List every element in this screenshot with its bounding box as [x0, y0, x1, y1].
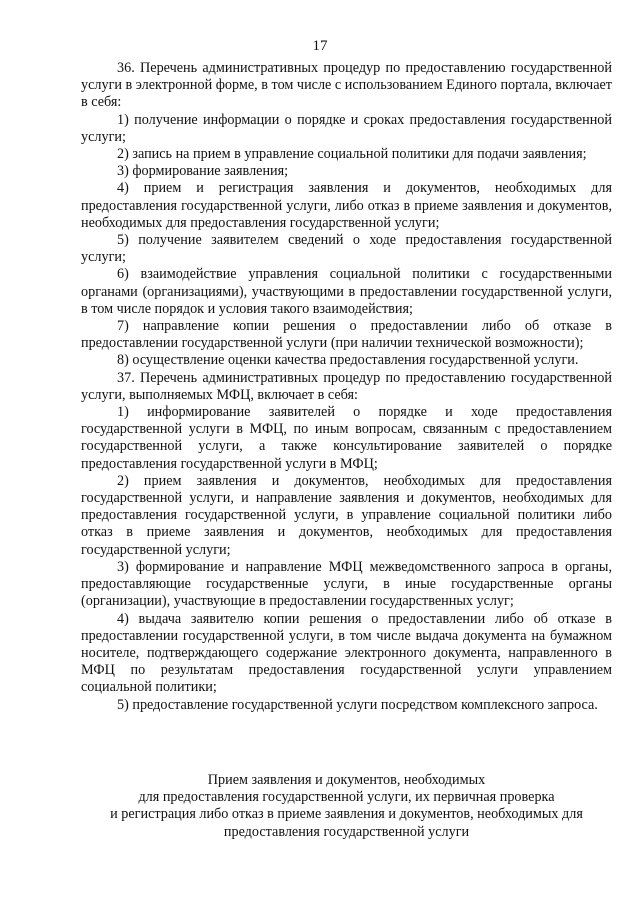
paragraph-36-intro: 36. Перечень административных процедур по предоставлению государственной услуги в электронной форме, в том числе с использованием Единого портала, включает в себя: — [81, 60, 612, 111]
list-item-36-3: 3) формирование заявления; — [117, 163, 289, 180]
section-heading-line: предоставления государственной услуги — [223, 823, 470, 840]
list-item-37-1: 1) информирование заявителей о порядке и ходе предоставления государственной услуги в МФЦ, по иным вопросам, связанным с предоставлением государственной услуги, а также консультирование заявителей о порядке предоставления государственной услуги в МФЦ; — [81, 404, 612, 472]
list-item-36-6: 6) взаимодействие управления социальной политики с государственными органами (организациями), участвующими в предоставлении государственной услуги, в том числе порядок и условия такого взаимодействия; — [81, 266, 612, 317]
list-item-36-1: 1) получение информации о порядке и сроках предоставления государственной услуги; — [81, 111, 612, 145]
section-heading-line: и регистрация либо отказ в приеме заявления и документов, необходимых для — [110, 806, 583, 823]
document-body — [81, 60, 612, 714]
list-item-37-3: 3) формирование и направление МФЦ межведомственного запроса в органы, предоставляющие государственные услуги, в иные государственные органы (организации), участвующие в предоставлении государственных услуг; — [81, 558, 612, 610]
list-item-36-2: 2) запись на прием в управление социальной политики для подачи заявления; — [117, 146, 587, 163]
list-item-36-7: 7) направление копии решения о предоставлении либо об отказе в предоставлении государственной услуги (при наличии технической возможности); — [81, 318, 612, 352]
page-number: 17 — [312, 38, 328, 54]
section-heading-line: Прием заявления и документов, необходимых — [207, 772, 486, 788]
list-item-36-8: 8) осуществление оценки качества предоставления государственной услуги. — [117, 352, 579, 369]
paragraph-37-intro: 37. Перечень административных процедур по предоставлению государственной услуги, выполняемых МФЦ, включает в себя: — [81, 369, 612, 403]
list-item-36-4: 4) прием и регистрация заявления и документов, необходимых для предоставления государственной услуги, либо отказ в приеме заявления и документов, необходимых для предоставления государственной услуги; — [81, 180, 612, 231]
list-item-37-4: 4) выдача заявителю копии решения о предоставлении либо об отказе в предоставлении государственной услуги, в том числе выдача документа на бумажном носителе, подтверждающего содержание электронного документа, направленного в МФЦ по результатам предоставления государственной услуги управлением социальной политики; — [81, 610, 612, 696]
list-item-36-5: 5) получение заявителем сведений о ходе предоставления государственной услуги; — [81, 232, 612, 266]
list-item-37-5: 5) предоставление государственной услуги посредством комплексного запроса. — [117, 696, 598, 713]
section-heading-line: для предоставления государственной услуги, их первичная проверка — [138, 789, 555, 806]
section-heading — [70, 772, 623, 841]
list-item-37-2: 2) прием заявления и документов, необходимых для предоставления государственной услуги, и направление заявления и документов, необходимых для предоставления государственной услуги, в управление социальной политики либо отказ в приеме заявления и документов, необходимых для предоставления государственной услуги; — [81, 472, 612, 558]
